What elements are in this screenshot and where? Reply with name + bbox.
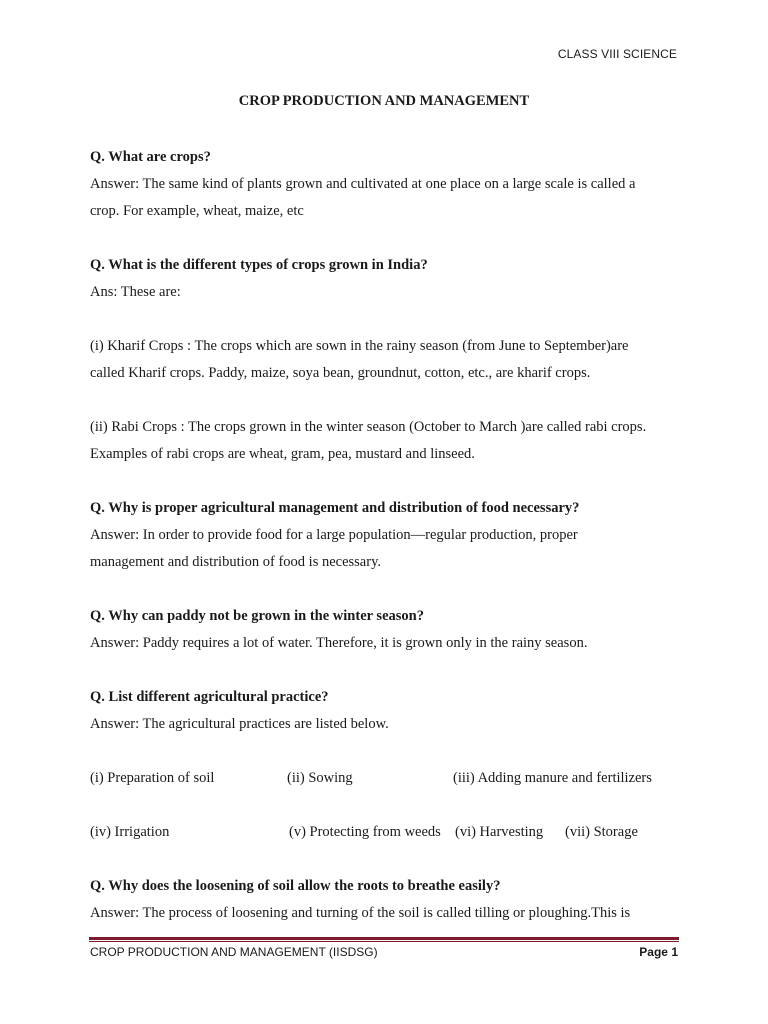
- header-class-label: CLASS VIII SCIENCE: [557, 47, 677, 61]
- question-paddy-winter: Q. Why can paddy not be grown in the winter season?: [90, 608, 424, 624]
- footer-document-title: CROP PRODUCTION AND MANAGEMENT (IISDSG): [90, 945, 378, 959]
- kharif-crops-text: called Kharif crops. Paddy, maize, soya bean, groundnut, cotton, etc., are kharif crops.: [90, 365, 591, 381]
- kharif-crops-text: (i) Kharif Crops : The crops which are sown in the rainy season (from June to September)are: [90, 338, 629, 354]
- practice-item: (i) Preparation of soil: [90, 770, 215, 786]
- answer-line: Answer: The same kind of plants grown and cultivated at one place on a large scale is called a: [90, 176, 636, 192]
- question-agricultural-practice: Q. List different agricultural practice?: [90, 689, 329, 705]
- answer-line: Answer: Paddy requires a lot of water. Therefore, it is grown only in the rainy season.: [90, 635, 588, 651]
- practice-item: (v) Protecting from weeds: [289, 824, 441, 840]
- practices-row-1: [90, 765, 690, 792]
- answer-line: Answer: The agricultural practices are listed below.: [90, 716, 389, 732]
- answer-line: Ans: These are:: [90, 284, 181, 300]
- practice-item: (vii) Storage: [565, 824, 638, 840]
- practice-item: (ii) Sowing: [287, 770, 353, 786]
- answer-line: management and distribution of food is necessary.: [90, 554, 381, 570]
- question-what-are-crops: Q. What are crops?: [90, 149, 211, 165]
- practice-item: (vi) Harvesting: [455, 824, 544, 840]
- footer-rule-thin: [89, 941, 679, 942]
- question-types-of-crops: Q. What is the different types of crops grown in India?: [90, 257, 428, 273]
- practice-item: (iv) Irrigation: [90, 824, 170, 840]
- answer-line: Answer: In order to provide food for a large population—regular production, proper: [90, 527, 578, 543]
- rabi-crops-text: (ii) Rabi Crops : The crops grown in the winter season (October to March )are called rabi crops.: [90, 419, 647, 435]
- document-title: CROP PRODUCTION AND MANAGEMENT: [238, 93, 530, 109]
- page-number: Page 1: [639, 945, 678, 959]
- practice-item: (iii) Adding manure and fertilizers: [453, 770, 652, 786]
- answer-line: crop. For example, wheat, maize, etc: [90, 203, 304, 219]
- rabi-crops-text: Examples of rabi crops are wheat, gram, pea, mustard and linseed.: [90, 446, 475, 462]
- question-agricultural-management: Q. Why is proper agricultural management and distribution of food necessary?: [90, 500, 580, 516]
- document-body: [90, 144, 690, 927]
- practices-row-2: [90, 819, 690, 846]
- answer-line: Answer: The process of loosening and turning of the soil is called tilling or ploughing.This is: [90, 905, 631, 921]
- question-loosening-soil: Q. Why does the loosening of soil allow the roots to breathe easily?: [90, 878, 501, 894]
- footer-rule: [89, 937, 679, 940]
